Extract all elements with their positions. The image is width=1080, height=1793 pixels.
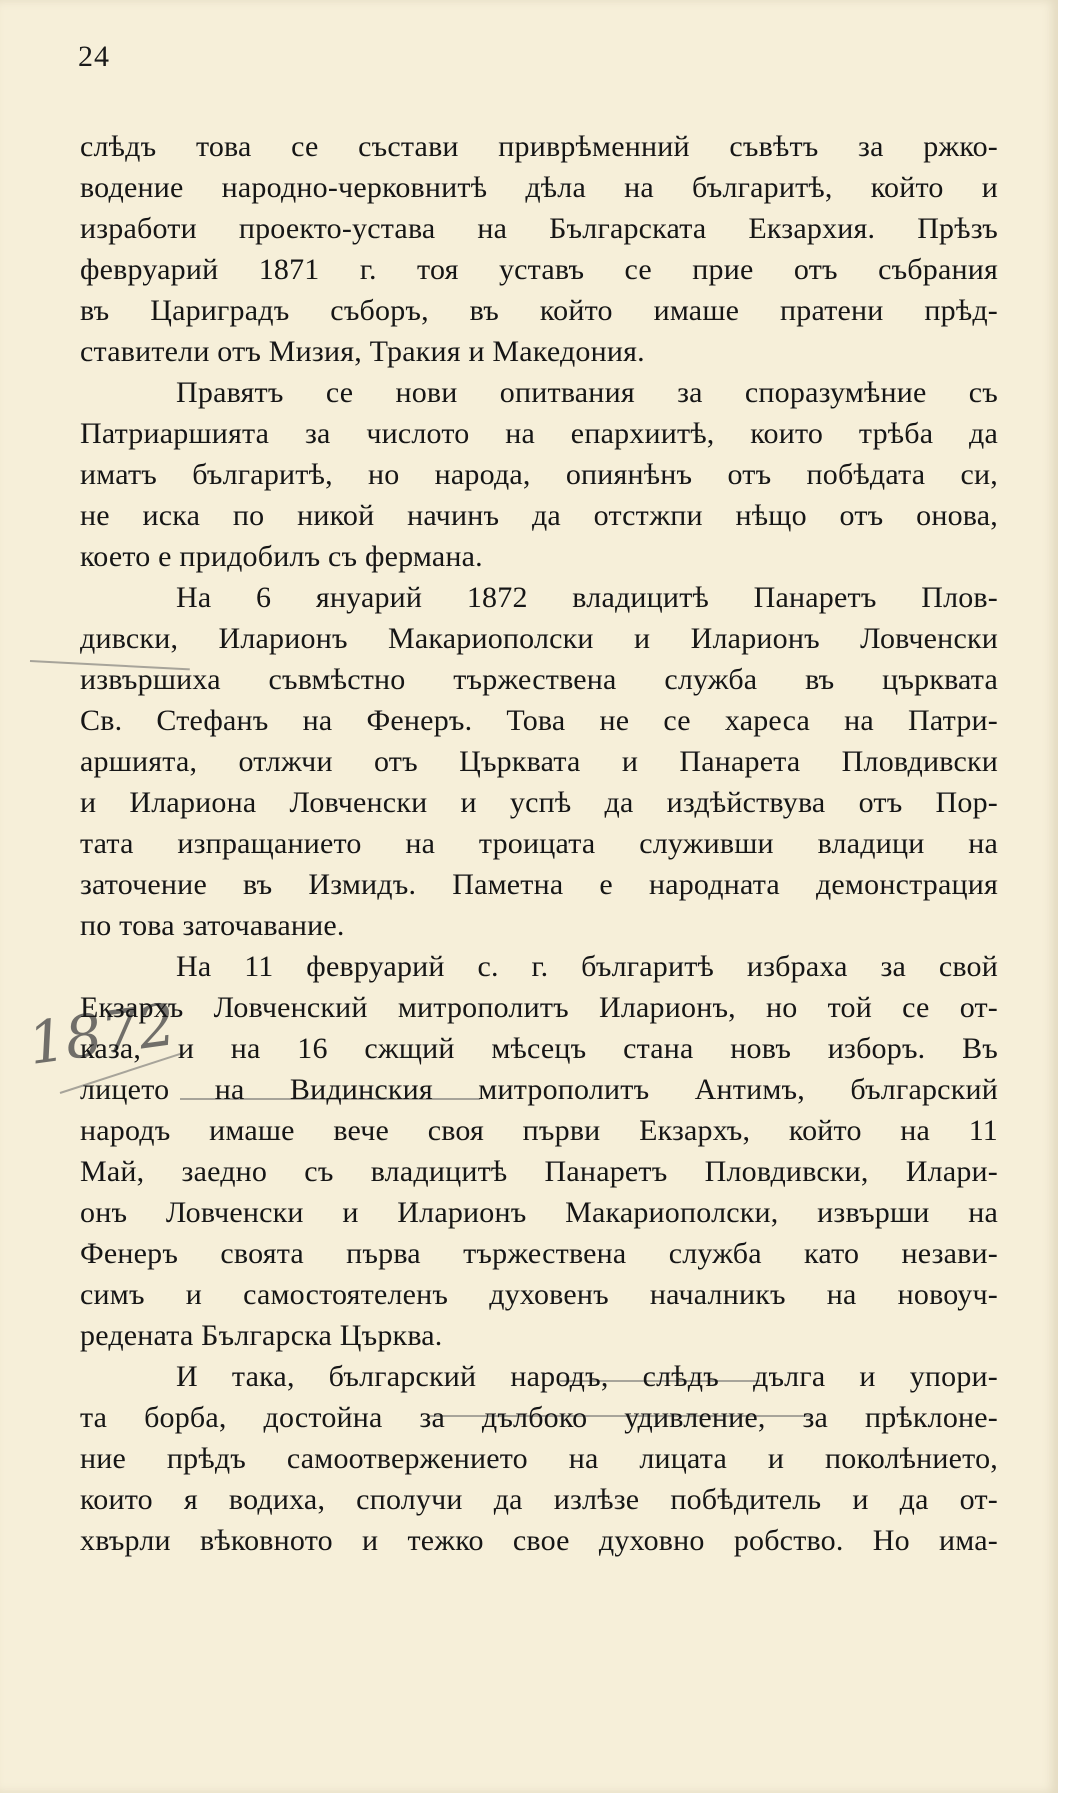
- page-text: [80, 126, 998, 1561]
- text-line: слѣдъ това се състави приврѣменний съвѣтъ за ржко-: [80, 130, 998, 163]
- text-line: които я водиха, сполучи да излѣзе побѣдитель и да от-: [80, 1483, 998, 1516]
- text-line: Екзархъ Ловченский митрополитъ Иларионъ, но той се от-: [80, 991, 998, 1024]
- text-line: Правятъ се нови опитвания за споразумѣние съ: [176, 376, 998, 409]
- text-line: На 6 януарий 1872 владицитѣ Панаретъ Плов-: [176, 581, 998, 614]
- text-line: по това заточавание.: [80, 909, 345, 942]
- text-line: заточение въ Измидъ. Паметна е народната демонстрация: [80, 868, 998, 901]
- text-line: и Илариона Ловченски и успѣ да издѣйствува отъ Пор-: [80, 786, 998, 819]
- text-line: Патриаршията за числото на епархиитѣ, които трѣба да: [80, 417, 998, 450]
- text-line: лицето на Видинския митрополитъ Антимъ, българский: [80, 1073, 998, 1106]
- paragraph: [80, 126, 998, 372]
- text-line: ставители отъ Мизия, Тракия и Македония.: [80, 335, 645, 368]
- text-line: февруарий 1871 г. тоя уставъ се прие отъ събрания: [80, 253, 998, 286]
- text-line: хвърли вѣковното и тежко свое духовно робство. Но има-: [80, 1524, 998, 1557]
- text-line: редената Българска Църква.: [80, 1319, 443, 1352]
- text-line: Фенеръ своята първа тържествена служба като незави-: [80, 1237, 998, 1270]
- page-number: 24: [78, 40, 110, 73]
- text-line: тата изпращанието на троицата служивши владици на: [80, 827, 998, 860]
- text-line: каза, и на 16 сжщий мѣсецъ стана новъ изборъ. Въ: [80, 1032, 998, 1065]
- text-line: онъ Ловченски и Иларионъ Макариополски, извърши на: [80, 1196, 998, 1229]
- text-line: въ Цариградъ съборъ, въ който имаше пратени прѣд-: [80, 294, 998, 327]
- paragraph: [80, 1356, 998, 1561]
- handwritten-margin-note: 1872: [23, 990, 180, 1078]
- text-line: иматъ българитѣ, но народа, опиянѣнъ отъ побѣдата си,: [80, 458, 998, 491]
- text-line: та борба, достойна за дълбоко удивление, за прѣклоне-: [80, 1401, 998, 1434]
- text-line: извършиха съвмѣстно тържествена служба въ църквата: [80, 663, 998, 696]
- text-line: което е придобилъ съ фермана.: [80, 540, 483, 573]
- text-line: народъ имаше вече своя първи Екзархъ, който на 11: [80, 1114, 998, 1147]
- paragraph: [80, 577, 998, 946]
- text-line: Св. Стефанъ на Фенеръ. Това не се хареса на Патри-: [80, 704, 998, 737]
- text-line: водение народно-черковнитѣ дѣла на българитѣ, който и: [80, 171, 998, 204]
- text-line: изработи проекто-устава на Българската Екзархия. Прѣзъ: [80, 212, 998, 245]
- page-edge: [1058, 0, 1080, 1793]
- text-line: Май, заедно съ владицитѣ Панаретъ Пловдивски, Илари-: [80, 1155, 998, 1188]
- text-line: ние прѣдъ самоотвержението на лицата и поколѣнието,: [80, 1442, 998, 1475]
- text-line: симъ и самостоятеленъ духовенъ началникъ на новоуч-: [80, 1278, 998, 1311]
- text-line: И така, българский народъ, слѣдъ дълга и упори-: [176, 1360, 998, 1393]
- text-line: аршията, отлжчи отъ Църквата и Панарета Пловдивски: [80, 745, 998, 778]
- text-line: На 11 февруарий с. г. българитѣ избраха за свой: [176, 950, 998, 983]
- paragraph: [80, 946, 998, 1356]
- paragraph: [80, 372, 998, 577]
- text-line: дивски, Иларионъ Макариополски и Иларионъ Ловченски: [80, 622, 998, 655]
- text-line: не иска по никой начинъ да отстжпи нѣщо отъ онова,: [80, 499, 998, 532]
